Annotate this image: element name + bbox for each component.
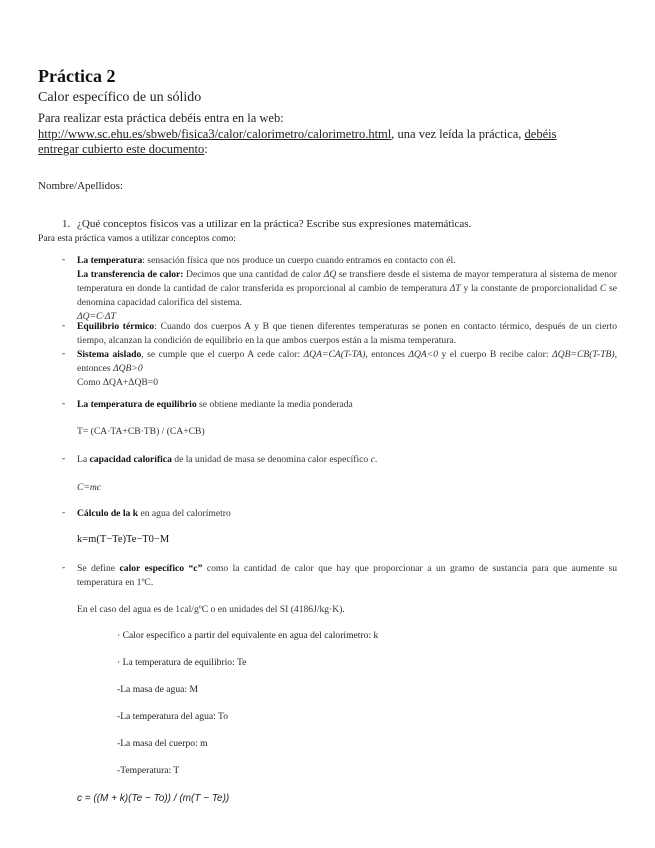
bullet-dash: - bbox=[62, 398, 66, 409]
item-calor-especifico: Se define calor específico “c” como la cantidad de calor que hay que proporcionar a un gramo de sustancia para que aumente su temperatura en 1ºC. bbox=[77, 563, 617, 588]
item-temperatura: La temperatura: sensación física que nos produce un cuerpo cuando entramos en contacto con él. La transferencia de calor: Decimos que una cantidad de calor ΔQ se transfiere desde el sistema de mayor temperatura al sistema de menor temperatura en donde la cantidad de calor transferida es proporcional al cambio de temperatura ΔT y la constante de proporcionalidad C se denomina capacidad calorífica del sistema. ΔQ=C·ΔT bbox=[77, 255, 618, 322]
intro-end: : bbox=[204, 142, 208, 156]
bullet-dash: - bbox=[62, 562, 66, 573]
bullet-dash: - bbox=[62, 348, 66, 359]
item-equilibrio: Equilibrio térmico: Cuando dos cuerpos A y B que tienen diferentes temperaturas se ponen en contacto térmico, después de un cierto tiempo, alcanzan la condición de equilibrio en la que ambos cuerpos están a la misma temperatura. bbox=[77, 321, 618, 346]
final-formula: c = ((M + k)(Te − To)) / (m(T − Te)) bbox=[77, 793, 230, 804]
formula-k: k=m(T−Te)Te−T0−M bbox=[77, 534, 170, 545]
intro-underline-2: entregar cubierto este documento bbox=[38, 142, 205, 156]
water-note: En el caso del agua es de 1cal/gºC o en unidades del SI (4186J/kg·K). bbox=[77, 604, 345, 615]
page-title: Práctica 2 bbox=[38, 66, 116, 86]
bullet-dash: - bbox=[62, 320, 66, 331]
sublist-item: -Temperatura: T bbox=[117, 765, 180, 776]
bullet-dash: - bbox=[62, 507, 66, 518]
sublist-item: -La masa del cuerpo: m bbox=[117, 738, 208, 749]
sublist-item: -La masa de agua: M bbox=[117, 684, 198, 695]
intro-url-line bbox=[38, 127, 556, 142]
intro-text: , una vez leída la práctica, bbox=[391, 127, 525, 141]
subtitle: Calor específico de un sólido bbox=[38, 90, 202, 105]
intro-line-3 bbox=[38, 142, 208, 157]
item-temp-equilibrio: La temperatura de equilibrio se obtiene mediante la media ponderada bbox=[77, 399, 353, 410]
sublist-item: · La temperatura de equilibrio: Te bbox=[117, 657, 247, 668]
item-calculo-k: Cálculo de la k en agua del calorímetro bbox=[77, 508, 231, 519]
practice-link[interactable]: http://www.sc.ehu.es/sbweb/fisica3/calor/calorimetro/calorimetro.html bbox=[38, 127, 392, 141]
item-capacidad: La capacidad calorífica de la unidad de masa se denomina calor específico c. bbox=[77, 454, 378, 465]
formula-capacidad: C=mc bbox=[77, 482, 102, 493]
intro-underline: debéis bbox=[524, 127, 557, 141]
question-number: 1. bbox=[62, 218, 71, 230]
bullet-dash: - bbox=[62, 453, 66, 464]
intro-line: Para realizar esta práctica debéis entra en la web: bbox=[38, 111, 284, 125]
name-label: Nombre/Apellidos: bbox=[38, 180, 123, 192]
sublist-item: · Calor específico a partir del equivalente en agua del calorímetro: k bbox=[117, 630, 379, 641]
formula-temp-equilibrio: T= (CA·TA+CB·TB) / (CA+CB) bbox=[77, 426, 205, 437]
lead-text: Para esta práctica vamos a utilizar conceptos como: bbox=[38, 233, 236, 244]
sublist-item: -La temperatura del agua: To bbox=[117, 711, 229, 722]
item-sistema-aislado: Sistema aislado, se cumple que el cuerpo A cede calor: ΔQA=CA(T-TA), entonces ΔQA<0 y el cuerpo B recibe calor: ΔQB=CB(T-TB), entonces ΔQB>0 Como ΔQA+ΔQB=0 bbox=[77, 349, 618, 388]
question-text: ¿Qué conceptos físicos vas a utilizar en la práctica? Escribe sus expresiones matemáticas. bbox=[77, 218, 472, 230]
bullet-dash: - bbox=[62, 254, 66, 265]
